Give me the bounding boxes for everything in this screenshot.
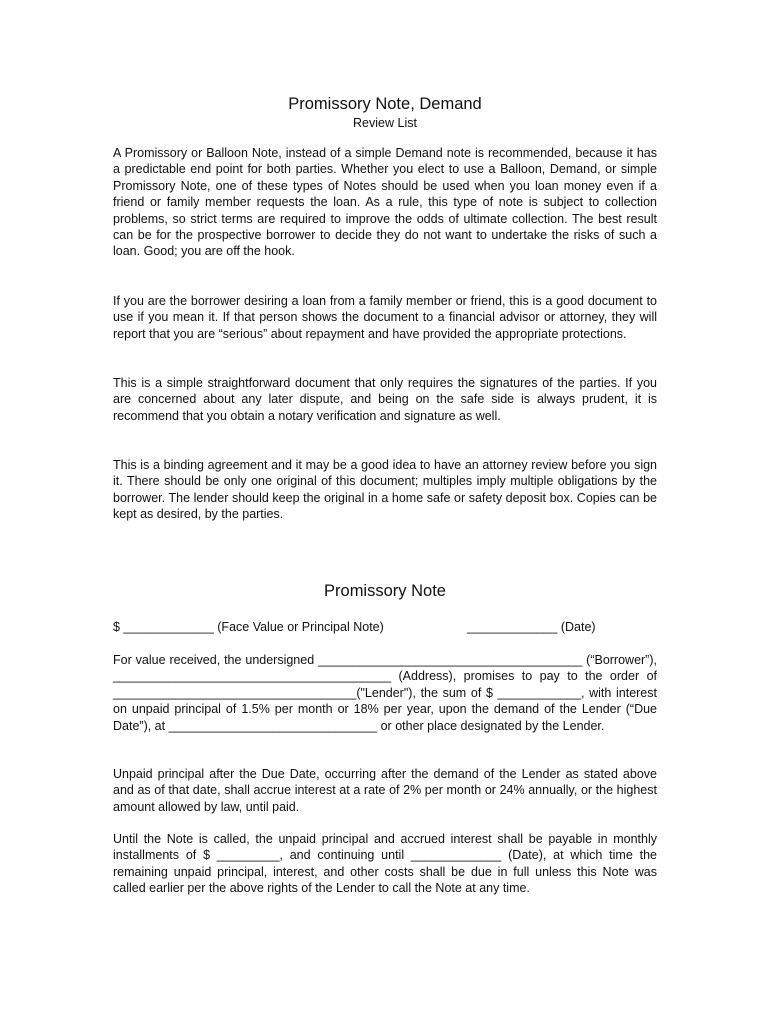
note-paragraph-default-interest: Unpaid principal after the Due Date, occurring after the demand of the Lender as stated above and as of that date, shall accrue interest at a rate of 2% per month or 24% annually, or the highest amount allowed by law, until paid. <box>113 767 657 814</box>
review-subtitle: Review List <box>353 116 417 130</box>
review-title: Promissory Note, Demand <box>288 95 482 113</box>
review-paragraph-2: If you are the borrower desiring a loan from a family member or friend, this is a good document to use if you mean it. If that person shows the document to a financial advisor or attorney, they will report that you are “serious” about repayment and have provided the appropriate protections. <box>113 294 657 341</box>
face-value-row <box>113 619 657 635</box>
review-paragraph-1: A Promissory or Balloon Note, instead of a simple Demand note is recommended, because it has a predictable end point for both parties. Whether you elect to use a Balloon, Demand, or simple Promissory Note, one of these types of Notes should be used when you loan money even if a friend or family member requests the loan. As a rule, this type of note is subject to collection problems, so strict terms are required to improve the odds of ultimate collection. The best result can be for the prospective borrower to decide they do not want to undertake the risks of such a loan. Good; you are off the hook. <box>113 146 657 259</box>
note-title: Promissory Note <box>324 582 446 600</box>
review-paragraph-4: This is a binding agreement and it may be a good idea to have an attorney review before you sign it. There should be only one original of this document; multiples imply multiple obligations by the borrower. The lender should keep the original in a home safe or safety deposit box. Copies can be kept as desired, by the parties. <box>113 458 657 522</box>
note-date-line: _____________ (Date) <box>467 620 596 634</box>
review-paragraph-3: This is a simple straightforward document that only requires the signatures of the parties. If you are concerned about any later dispute, and being on the safe side is always prudent, it is recommend that you obtain a notary verification and signature as well. <box>113 376 657 423</box>
note-paragraph-installments: Until the Note is called, the unpaid principal and accrued interest shall be payable in monthly installments of $ _________, and continuing until _____________ (Date), at which time the remaining unpaid principal, interest, and other costs shall be due in full unless this Note was called earlier per the above rights of the Lender to call the Note at any time. <box>113 832 657 896</box>
note-paragraph-terms: For value received, the undersigned ______________________________________ (“Borrower”), ________________________________________ (Address), promises to pay to the order of ___________________________________("Lender"), the sum of $ ____________, with interest on unpaid principal of 1.5% per month or 18% per year, upon the demand of the Lender (“Due Date”), at ______________________________ or other place designated by the Lender. <box>113 653 657 733</box>
face-value-line: $ _____________ (Face Value or Principal Note) <box>113 620 384 634</box>
